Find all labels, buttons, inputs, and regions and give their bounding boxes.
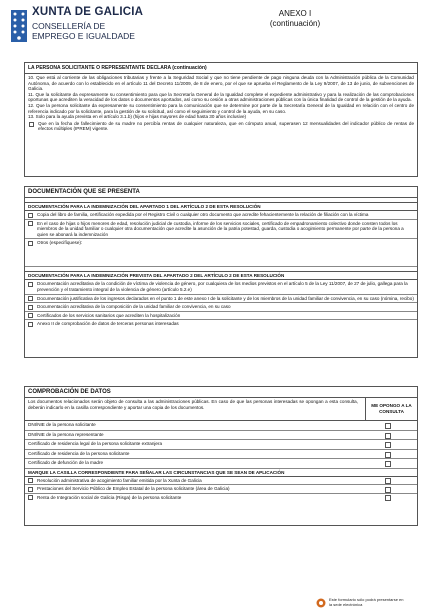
footer-note: Este formulario sólo podrá presentarse en la sede electrónica [329,597,404,607]
doc-item: Anexo II de comprobación de datos de terceras personas interesadas [25,320,417,328]
sede-electronica-icon [316,598,326,608]
checkbox[interactable] [28,305,33,310]
comprobacion-row: DNI/NIE de la persona representante [25,431,417,441]
doc-item: Copia del libro de familia, certificación expedida por el Registro Civil o cualquier otro documento que acredite fehacientemente la relación de filiación con la víctima [25,211,417,220]
comprobacion-row: Certificado de residencia de la persona solicitante [25,450,417,460]
doc-item: Documentación acreditativa de la composición de la unidad familiar de convivencia, en su caso [25,303,417,312]
declara-item-13: 13. Solo para la ayuda prevista en el artículo 3.1.b) (hijos e hijas mayores de edad hasta 30 años inclusive) [28,114,247,120]
marque-row: Prestaciones del Servicio Público de Empleo Estatal de la persona solicitante (área de Galicia) [25,485,417,494]
oppose-checkbox[interactable] [385,487,391,493]
oppose-checkbox[interactable] [385,478,391,484]
checkbox[interactable] [28,478,33,483]
checkbox[interactable] [28,487,33,492]
declara-title: LA PERSONA SOLICITANTE O REPRESENTANTE DECLARA (continuación) [25,63,417,74]
checkbox[interactable] [29,122,34,127]
oppose-checkbox[interactable] [385,495,391,501]
declara-item-10: 10. Que está al corriente de las obligaciones tributarias y frente a la Seguridad Social y que no tiene pendiente de pago ninguna deuda con la Administración pública de la Comunidad Autónoma, de acuerdo con lo establecido en el artículo 11 del Decreto 11/2009, de 8 de enero, por el que se aprueba el Reglamento de la Ley 9/2007, de 13 de junio, de subvenciones de Galicia. [28,75,414,92]
comprobacion-row: DNI/NIE de la persona solicitante [25,421,417,431]
checkbox[interactable] [28,322,33,327]
brand-title: XUNTA DE GALICIA [32,6,144,18]
documentacion-title: DOCUMENTACIÓN QUE SE PRESENTA [25,187,417,198]
anexo-label: ANEXO I (continuación) [269,9,321,28]
apartado1-title: DOCUMENTACIÓN PARA LA INDEMNIZACIÓN DEL APARTADO 1 DEL ARTÍCULO 2 DE ESTA RESOLUCIÓN [25,202,417,211]
checkbox[interactable] [28,296,33,301]
declara-check-label: Que en la fecha de fallecimiento de su madre no percibía rentas de cualquier naturaleza, que en cómputo anual, superasen 12 mensualidades del indicador público de rentas de efectos múltiples (IPREM) vigente. [38,120,414,132]
oppose-checkbox[interactable] [385,452,391,458]
checkbox[interactable] [28,241,33,246]
comprobacion-row: Certificado de defunción de la madre [25,459,417,469]
declara-section [24,62,418,177]
comprobacion-title: COMPROBACIÓN DE DATOS [25,387,417,398]
comprobacion-intro: Los documentos relacionados serán objeto de consulta a las administraciones públicas. En caso de que las personas interesadas se opongan a esta consulta, deberán indicarlo en la casilla correspondiente y aportar una copia de los documentos. [28,399,358,410]
checkbox[interactable] [28,495,33,500]
declara-check-row [28,121,414,132]
doc-item: Otros (especifíquese): [25,239,417,267]
oppose-checkbox[interactable] [385,442,391,448]
doc-item: Documentación justificativa de los ingresos declarados en el punto 1 de este anexo I de la solicitante y de los miembros de la unidad familiar de convivencia, en su caso (nómina, recibo) [25,295,417,304]
doc-item: Certificados de los servicios sanitarios que acrediten la hospitalización [25,312,417,321]
doc-item: Documentación acreditativa de la condición de víctima de violencia de género, por cualquiera de los medios previstos en el artículo 5 de la Ley 11/2007, de 27 de julio, gallega para la prevención y el tratamiento integral de la violencia de género (artículo 5.2.e) [25,280,417,294]
page-header [0,0,440,58]
checkbox[interactable] [28,221,33,226]
doc-item: En el caso de hijas o hijos menores de edad, resolución judicial de custodia, informe de los servicios sociales, certificado de empadronamiento colectivo donde consten todos los miembros de la unidad familiar o cualquier otra documentación que acredite la asunción de la patria potestad, guarda, custodia o acogimiento permanente por parte de la persona a quien se abonará la indemnización [25,220,417,240]
consellaria-name: CONSELLERÍA DE EMPREGO E IGUALDADE [32,21,135,41]
apartado2-title: DOCUMENTACIÓN PARA LA INDEMNIZACIÓN PREVISTA DEL APARTADO 2 DEL ARTÍCULO 2 DE ESTA RESOLUCIÓN [25,271,417,280]
oppose-checkbox[interactable] [385,461,391,467]
checkbox[interactable] [28,313,33,318]
documentacion-section [24,186,418,358]
marque-row: Resolución administrativa de acogimiento familiar emitida por la Xunta de Galicia [25,477,417,486]
marque-row: Renta de Integración social de Galicia (Risga) de la persona solicitante [25,494,417,502]
comprobacion-row: Certificado de residencia legal de la persona solicitante extranjera [25,440,417,450]
oppose-checkbox[interactable] [385,433,391,439]
declara-item-11: 11. Que la solicitante da expresamente su consentimiento para que la Secretaría General de la Igualdad complete el expediente administrativo y para la realización de las comprobaciones oportunas que acrediten la veracidad de los datos o documentos aportados, así como su cesión a otras administraciones públicas con la única finalidad de control de la gestión de la ayuda. [28,91,414,103]
xunta-logo [10,8,28,44]
oppose-column-header: ME OPONGO A LA CONSULTA [365,398,417,420]
comprobacion-section [24,386,418,526]
checkbox[interactable] [28,213,33,218]
marque-title: MARQUE LA CASILLA CORRESPONDIENTE PARA SEÑALAR LAS CIRCUNSTANCIAS QUE SE SEAN DE APLICACIÓN [25,469,417,477]
checkbox[interactable] [28,282,33,287]
oppose-checkbox[interactable] [385,423,391,429]
declara-item-12: 12. Que la persona solicitante da expresamente su consentimiento para la comunicación que se determine por parte de la Secretaría General de la Igualdad en relación con el centro de referencia indicado por la solicitante, para la gestión de su solicitud, así como el seguimiento y control de la ayuda, en su caso. [28,102,414,114]
